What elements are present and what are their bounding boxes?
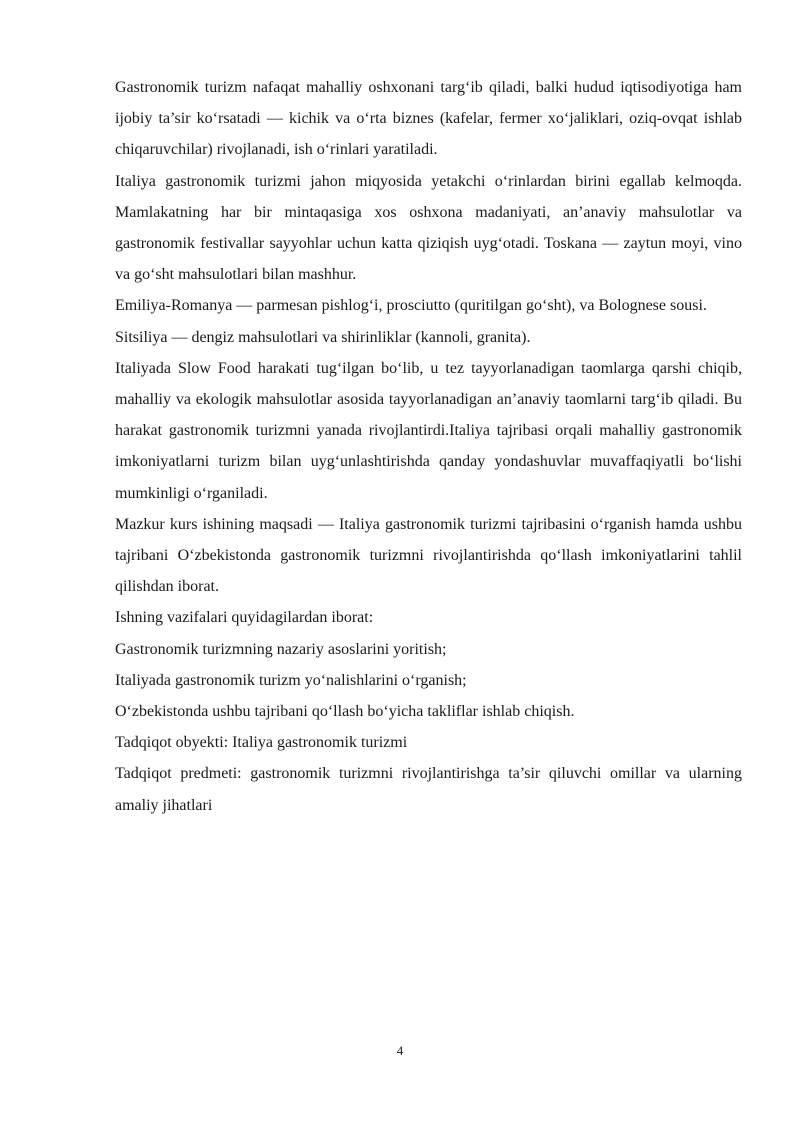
paragraph-task-1: Gastronomik turizmning nazariy asoslarini yoritish; <box>115 640 447 658</box>
paragraph-slow-food: Italiyada Slow Food harakati tug‘ilgan bo‘lib, u tez tayyorlanadigan taomlarga qarshi chiqib, mahalliy va ekologik mahsulotlar asosida tayyorlanadigan an’anaviy taomlarni targ‘ib qiladi. Bu harakat gastronomik turizmni yanada rivojlantirdi.Italiya tajribasi orqali mahalliy gastronomik imkoniyatlarni turizm bilan uyg‘unlashtirishda qanday yondashuvlar muvaffaqiyatli bo‘lishi mumkinligi o‘rganiladi. <box>115 359 742 502</box>
paragraph-research-subject: Tadqiqot predmeti: gastronomik turizmni rivojlantirishga ta’sir qiluvchi omillar va ularning amaliy jihatlari <box>115 765 742 814</box>
paragraph-italy-overview: Italiya gastronomik turizmi jahon miqyosida yetakchi o‘rinlardan birini egallab kelmoqda. Mamlakatning har bir mintaqasiga xos oshxona madaniyati, an’anaviy mahsulotlar va gastronomik festivallar sayyohlar uchun katta qiziqish uyg‘otadi. Toskana — zaytun moyi, vino va go‘sht mahsulotlari bilan mashhur. <box>115 172 742 284</box>
body-text <box>115 72 742 821</box>
paragraph-tasks-intro: Ishning vazifalari quyidagilardan iborat: <box>115 609 374 627</box>
paragraph-task-2: Italiyada gastronomik turizm yo‘nalishlarini o‘rganish; <box>115 671 467 689</box>
paragraph-economic-impact: Gastronomik turizm nafaqat mahalliy oshxonani targ‘ib qiladi, balki hudud iqtisodiyotiga ham ijobiy ta’sir ko‘rsatadi — kichik va o‘rta biznes (kafelar, fermer xo‘jaliklari, oziq-ovqat ishlab chiqaruvchilar) rivojlanadi, ish o‘rinlari yaratiladi. <box>115 79 742 159</box>
paragraph-research-object: Tadqiqot obyekti: Italiya gastronomik turizmi <box>115 734 408 752</box>
paragraph-emilia-romagna: Emiliya-Romanya — parmesan pishlog‘i, prosciutto (quritilgan go‘sht), va Bolognese sousi. <box>115 297 707 315</box>
page-number: 4 <box>396 1043 404 1058</box>
paragraph-sicily: Sitsiliya — dengiz mahsulotlari va shirinliklar (kannoli, granita). <box>115 328 531 346</box>
paragraph-task-3: O‘zbekistonda ushbu tajribani qo‘llash bo‘yicha takliflar ishlab chiqish. <box>115 703 575 721</box>
paragraph-goal: Mazkur kurs ishining maqsadi — Italiya gastronomik turizmi tajribasini o‘rganish hamda ushbu tajribani O‘zbekistonda gastronomik turizmni rivojlantirishda qo‘llash imkoniyatlarini tahlil qilishdan iborat. <box>115 515 742 596</box>
